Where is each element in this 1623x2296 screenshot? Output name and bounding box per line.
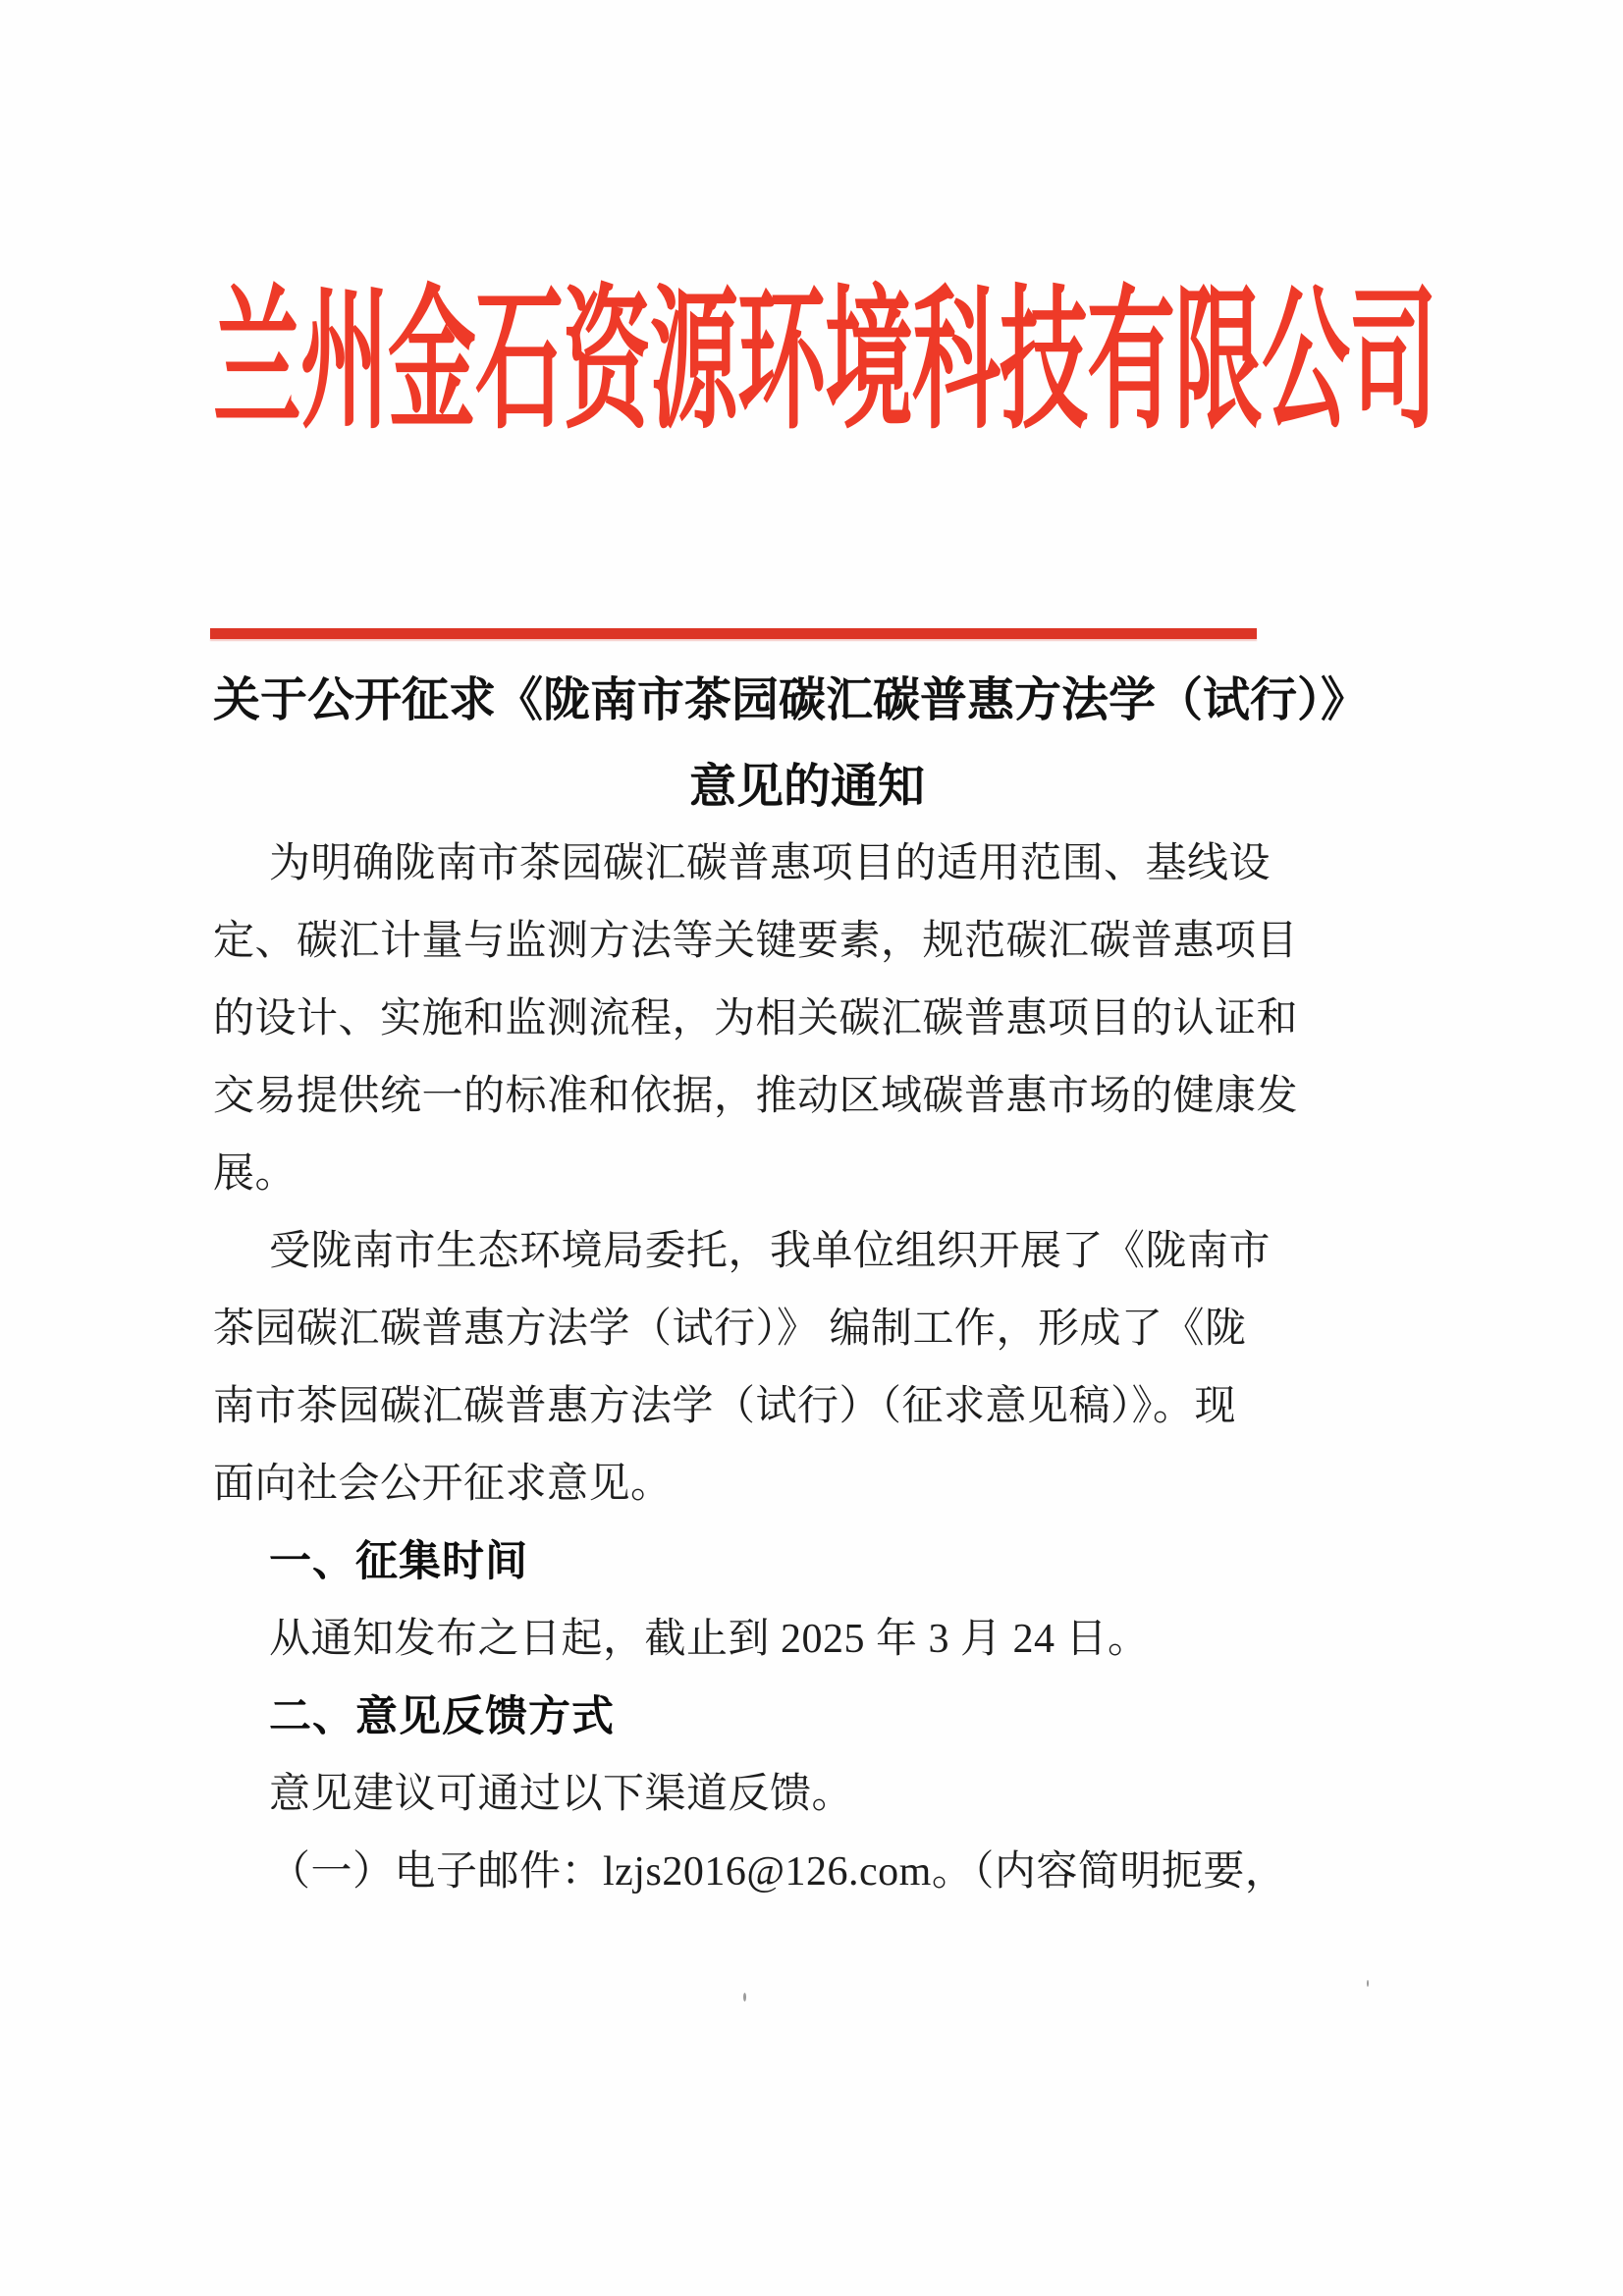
paragraph-line-email: （一）电子邮件：lzjs2016@126.com。（内容简明扼要， (269, 1849, 1287, 1895)
paragraph-line: 面向社会公开征求意见。 (213, 1462, 673, 1507)
scan-speck (743, 1993, 746, 2002)
paragraph-line-deadline: 从通知发布之日起，截止到 2025 年 3 月 24 日。 (269, 1617, 1150, 1662)
section-heading-feedback-method: 二、意见反馈方式 (269, 1693, 615, 1740)
paragraph-line: 受陇南市生态环境局委托，我单位组织开展了《陇南市 (269, 1229, 1271, 1274)
notice-title-line-1: 关于公开征求《陇南市茶园碳汇碳普惠方法学（试行）》 (213, 674, 1369, 726)
notice-title-line-2: 意见的通知 (688, 761, 925, 813)
letterhead (213, 278, 1436, 449)
paragraph-line: 展。 (213, 1151, 298, 1197)
paragraph-line: 茶园碳汇碳普惠方法学（试行）》 编制工作，形成了《陇 (213, 1307, 1247, 1352)
section-heading-collection-time: 一、征集时间 (269, 1538, 528, 1585)
paragraph-line: 的设计、实施和监测流程，为相关碳汇碳普惠项目的认证和 (213, 996, 1299, 1041)
red-divider-line (210, 628, 1257, 639)
paragraph-line: 定、碳汇计量与监测方法等关键要素，规范碳汇碳普惠项目 (213, 919, 1299, 964)
paragraph-line: 为明确陇南市茶园碳汇碳普惠项目的适用范围、基线设 (269, 841, 1271, 886)
paragraph-line: 意见建议可通过以下渠道反馈。 (269, 1772, 854, 1817)
company-name: 兰州金石资源环境科技有限公司 (213, 278, 1436, 449)
notice-body (213, 826, 1299, 1911)
paragraph-line: 交易提供统一的标准和依据，推动区域碳普惠市场的健康发 (213, 1074, 1299, 1119)
paragraph-line: 南市茶园碳汇碳普惠方法学（试行）（征求意见稿）》。现 (213, 1384, 1237, 1429)
scan-speck (1367, 1980, 1369, 1987)
